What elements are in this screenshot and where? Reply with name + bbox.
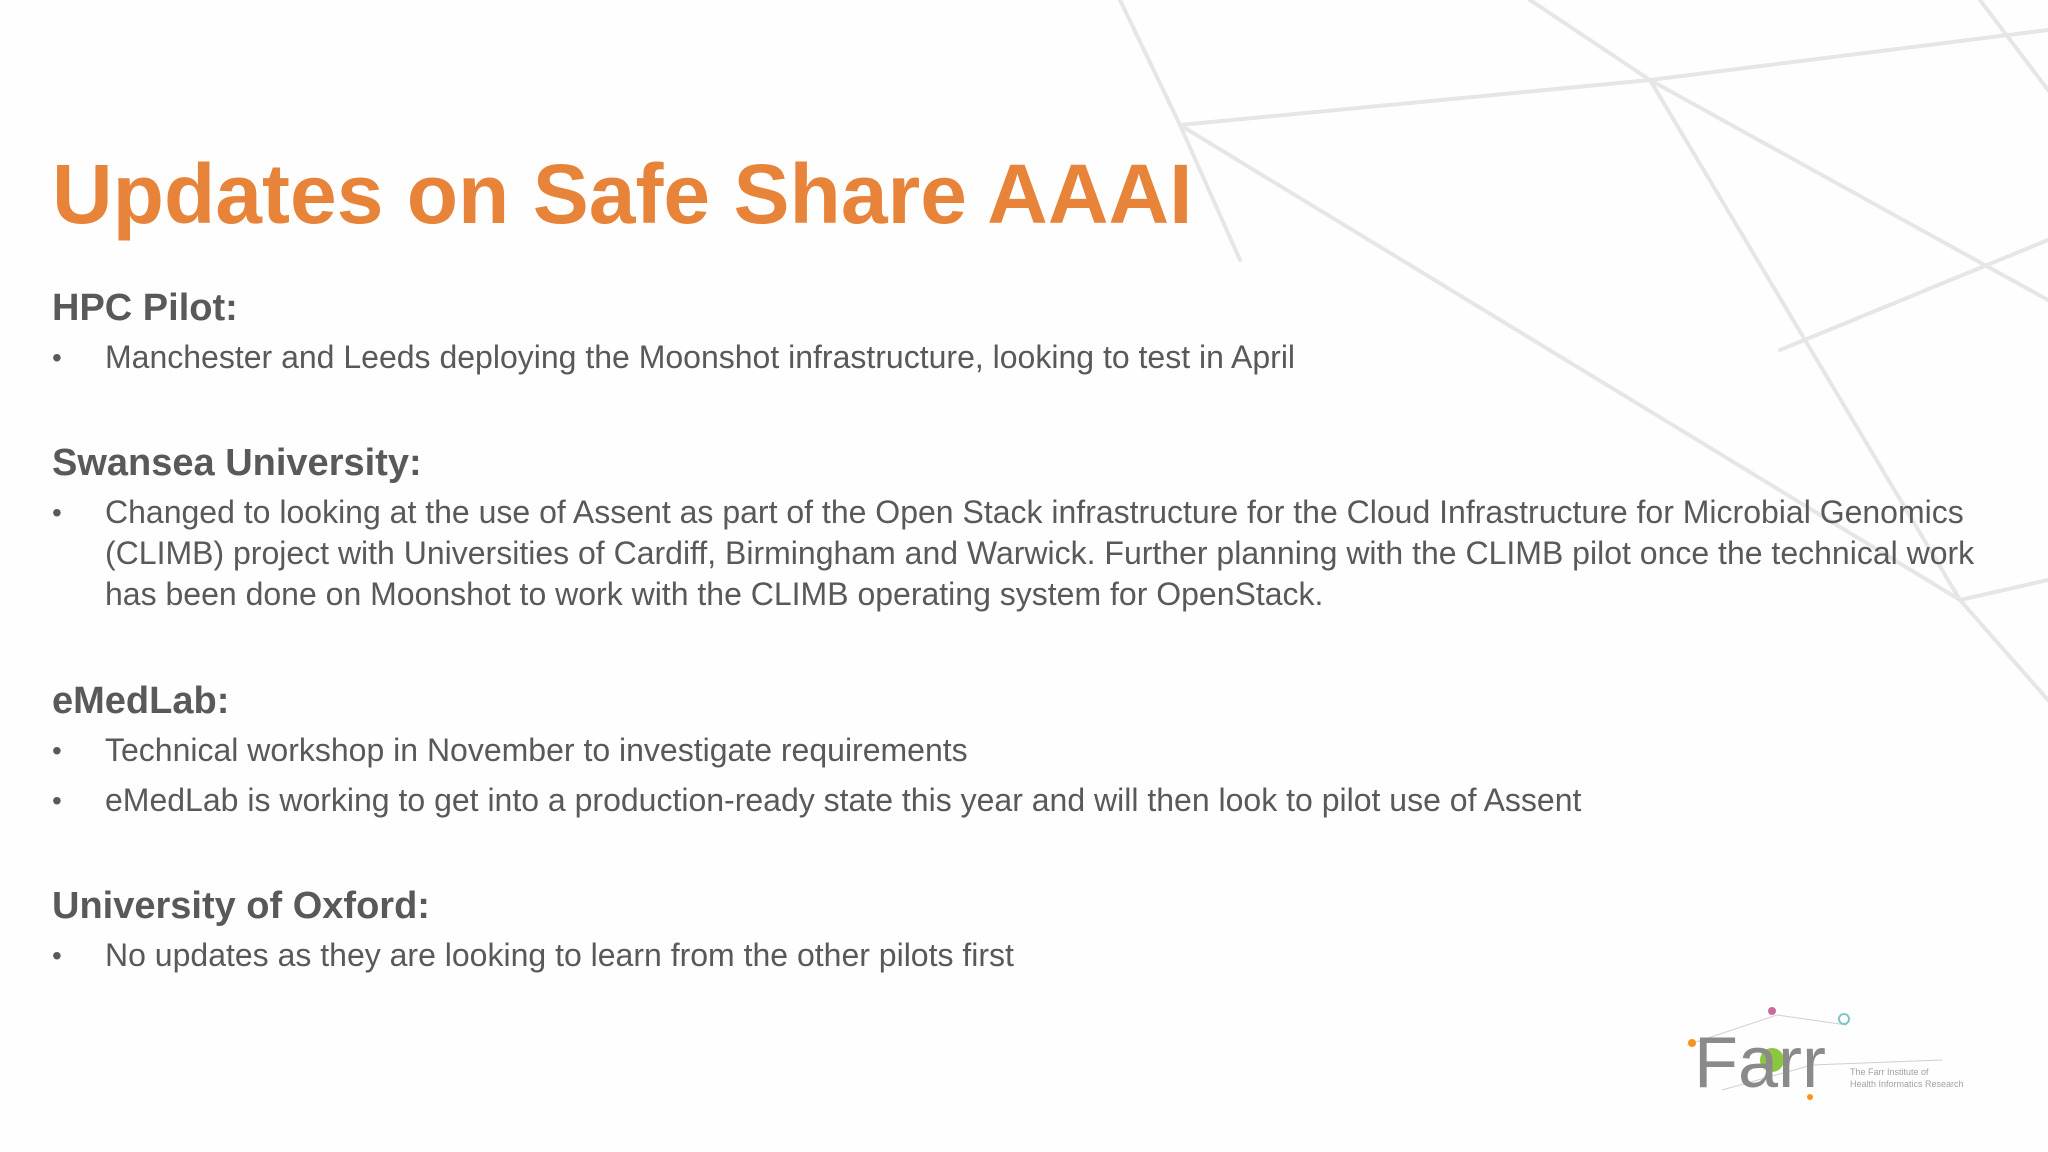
bullet-item [52, 492, 1985, 615]
bullet-list [52, 935, 1952, 976]
bullet-item [52, 780, 1952, 821]
farr-institute-logo [1682, 1005, 2012, 1110]
section-university-of-oxford [52, 883, 1952, 985]
bullet-text: Technical workshop in November to investigate requirements [105, 732, 968, 768]
bullet-item [52, 337, 1952, 378]
bullet-icon: • [52, 342, 62, 373]
section-swansea-university [52, 440, 1975, 624]
logo-tagline-line2: Health Informatics Research [1850, 1079, 1964, 1089]
bullet-item [52, 730, 1952, 771]
bullet-list [52, 730, 1952, 821]
section-hpc-pilot [52, 285, 1952, 387]
bullet-item [52, 935, 1952, 976]
bullet-icon: • [52, 735, 62, 766]
bullet-icon: • [52, 497, 62, 528]
bullet-text: eMedLab is working to get into a production-ready state this year and will then look to pilot use of Assent [105, 782, 1582, 818]
section-heading: Swansea University: [52, 442, 422, 484]
slide-title: Updates on Safe Share AAAI [52, 147, 1193, 241]
section-heading: University of Oxford: [52, 885, 430, 927]
bullet-icon: • [52, 785, 62, 816]
bullet-list [52, 337, 1952, 378]
logo-wordmark: Farr [1694, 1023, 1826, 1103]
bullet-text: Changed to looking at the use of Assent as part of the Open Stack infrastructure for the Cloud Infrastructure for Microbial Genomics (CLIMB) project with Universities of Cardiff, Birmingham and Warwick. Further planning with the CLIMB pilot once the technical work has been done on Moonshot to work with the CLIMB operating system for OpenStack. [105, 494, 1975, 612]
bullet-list [52, 492, 1975, 615]
section-emedlab [52, 678, 1952, 830]
logo-pink-dot-icon [1768, 1007, 1776, 1015]
section-heading: eMedLab: [52, 680, 230, 722]
bullet-icon: • [52, 940, 62, 971]
bullet-text: No updates as they are looking to learn from the other pilots first [105, 937, 1014, 973]
section-heading: HPC Pilot: [52, 287, 238, 329]
bullet-text: Manchester and Leeds deploying the Moonshot infrastructure, looking to test in April [105, 339, 1296, 375]
logo-tagline-line1: The Farr Institute of [1850, 1067, 1929, 1077]
logo-teal-ring-icon [1839, 1014, 1849, 1024]
